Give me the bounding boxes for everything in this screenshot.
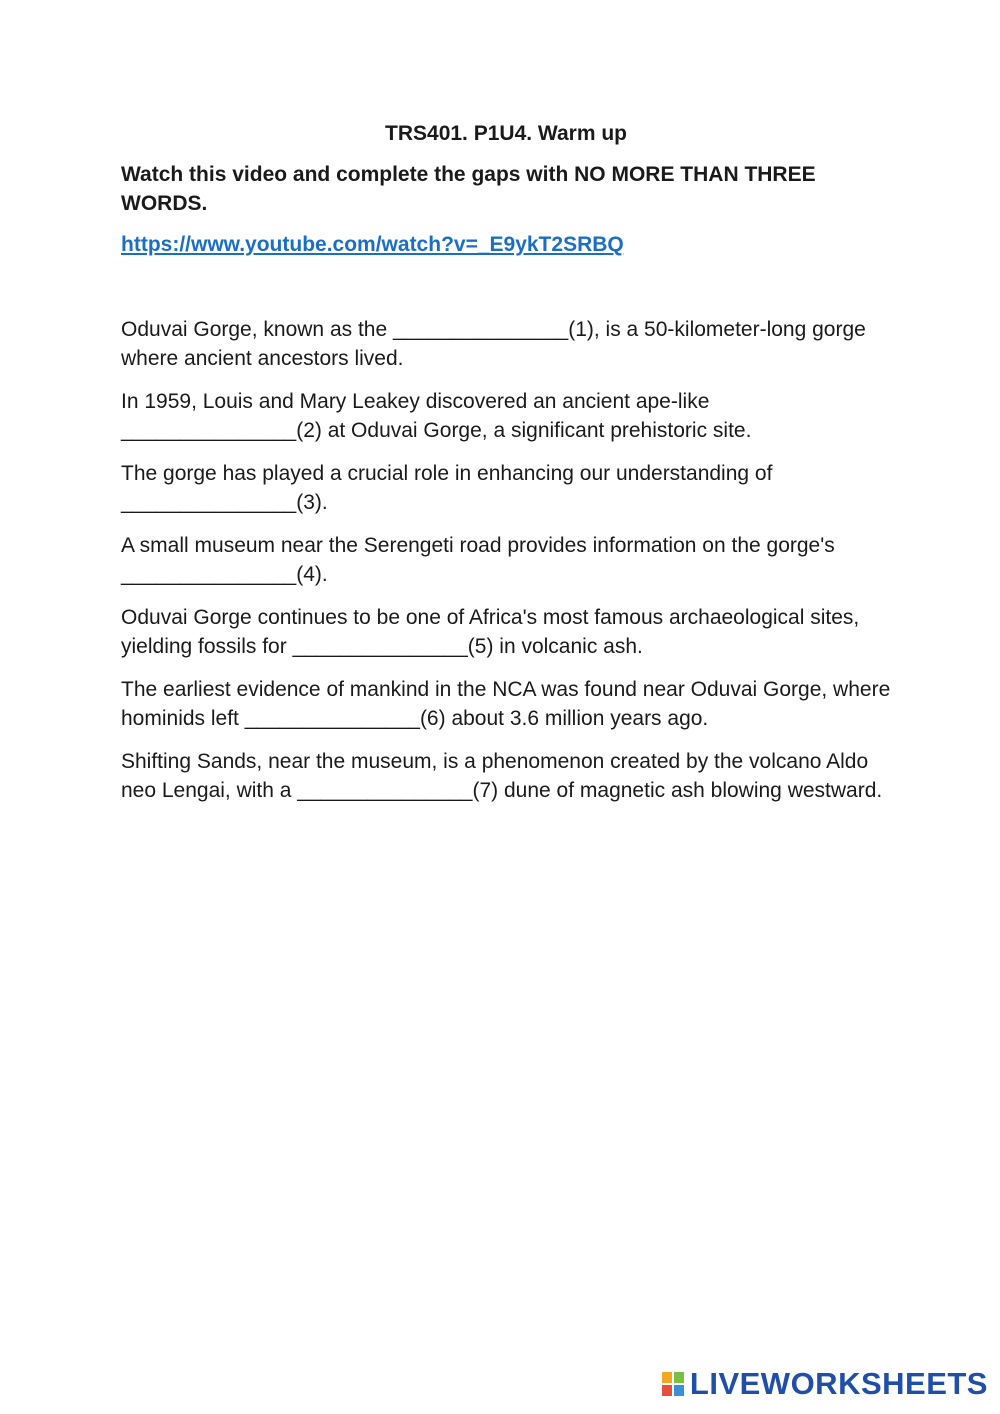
logo-square-icon	[662, 1385, 672, 1396]
item-text-after: about 3.6 million years ago.	[445, 707, 709, 730]
gap-blank[interactable]: _______________(4)	[121, 563, 322, 586]
worksheet-page	[121, 118, 891, 819]
logo-square-icon	[674, 1372, 684, 1383]
worksheet-title: TRS401. P1U4. Warm up	[385, 122, 627, 145]
gap-fill-list	[121, 315, 891, 805]
gap-blank[interactable]: _______________(1)	[393, 318, 594, 341]
gap-fill-item	[121, 675, 891, 733]
item-text-after: dune of magnetic ash blowing westward.	[498, 779, 883, 802]
item-text-after: at Oduvai Gorge, a significant prehistoric site.	[321, 419, 752, 442]
liveworksheets-brand: LIVEWORKSHEETS	[689, 1366, 988, 1401]
logo-square-icon	[674, 1385, 684, 1396]
logo-square-icon	[662, 1372, 672, 1383]
item-text-after: , is a 50-kilometer-long gorge where ancient ancestors lived.	[121, 318, 866, 370]
video-link[interactable]: https://www.youtube.com/watch?v=_E9ykT2SRBQ	[121, 233, 624, 256]
item-text-before: The gorge has played a crucial role in enhancing our understanding of	[121, 462, 773, 485]
gap-marker: (2)	[296, 419, 322, 442]
gap-fill-item	[121, 531, 891, 589]
item-text-before: Shifting Sands, near the museum, is a phenomenon created by the volcano Aldo neo Lengai, with a	[121, 750, 869, 802]
gap-blank[interactable]: _______________(5)	[292, 635, 494, 658]
liveworksheets-logo-icon	[662, 1372, 684, 1396]
item-text-before: Oduvai Gorge continues to be one of Africa's most famous archaeological sites, yielding fossils for	[121, 606, 860, 658]
item-text-before: A small museum near the Serengeti road provides information on the gorge's	[121, 534, 835, 557]
item-text-before: The earliest evidence of mankind in the NCA was found near Oduvai Gorge, where hominids left	[121, 678, 891, 730]
item-text-after: .	[321, 491, 328, 514]
item-text-before: In 1959, Louis and Mary Leakey discovered an ancient ape-like	[121, 390, 710, 413]
gap-fill-item	[121, 387, 891, 445]
gap-blank[interactable]: _______________(7)	[297, 779, 499, 802]
liveworksheets-logo	[662, 1366, 988, 1402]
instruction-text: Watch this video and complete the gaps with NO MORE THAN THREE WORDS.	[121, 163, 816, 215]
gap-fill-item	[121, 603, 891, 661]
gap-marker: (3)	[296, 491, 322, 514]
gap-blank[interactable]: _______________(6)	[244, 707, 446, 730]
item-text-after: in volcanic ash.	[493, 635, 643, 658]
gap-marker: (1)	[568, 318, 594, 341]
gap-marker: (7)	[472, 779, 499, 802]
gap-fill-item	[121, 315, 891, 373]
item-text-after: .	[321, 563, 328, 586]
gap-marker: (6)	[419, 707, 446, 730]
gap-blank[interactable]: _______________(3)	[121, 491, 322, 514]
item-text-before: Oduvai Gorge, known as the	[121, 318, 393, 341]
gap-fill-item	[121, 747, 891, 805]
gap-marker: (5)	[467, 635, 494, 658]
gap-fill-item	[121, 459, 891, 517]
gap-blank[interactable]: _______________(2)	[121, 419, 322, 442]
gap-marker: (4)	[296, 563, 322, 586]
